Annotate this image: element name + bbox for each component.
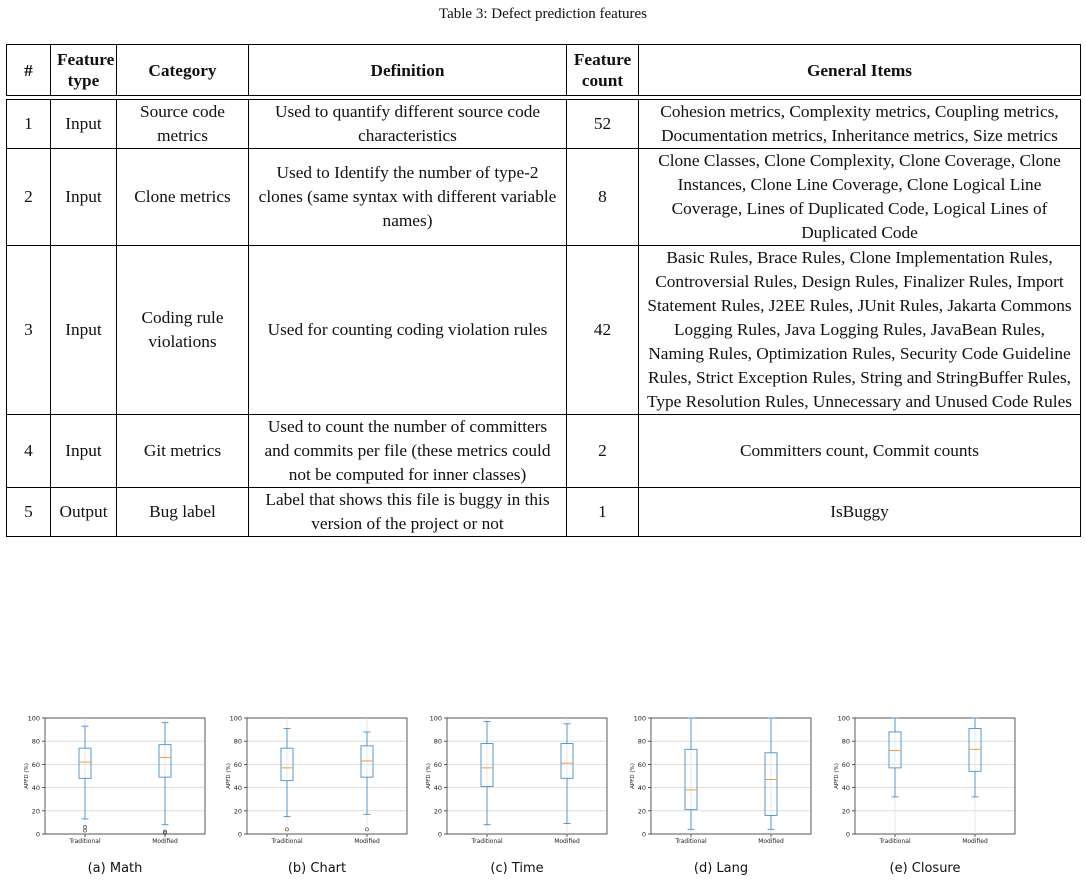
plot-frame	[651, 718, 811, 834]
y-tick-label: 20	[841, 807, 850, 816]
plot-frame	[447, 718, 607, 834]
cell-definition: Used for counting coding violation rules	[249, 246, 567, 415]
cell-items: Committers count, Commit counts	[639, 415, 1081, 488]
x-tick-label: Modified	[758, 838, 784, 845]
cell-definition: Used to Identify the number of type-2 clones (same syntax with different variable names)	[249, 149, 567, 246]
x-tick-label: Traditional	[675, 838, 707, 845]
x-tick-label: Modified	[152, 838, 178, 845]
cell-count: 52	[567, 100, 639, 149]
plot-frame	[855, 718, 1015, 834]
y-tick-label: 40	[433, 784, 442, 793]
y-tick-label: 60	[841, 760, 850, 769]
y-tick-label: 100	[229, 714, 242, 723]
y-tick-label: 60	[233, 760, 242, 769]
cell-type: Output	[51, 488, 117, 537]
y-tick-label: 100	[633, 714, 646, 723]
boxplot-canvas	[0, 712, 1086, 882]
cell-items: Clone Classes, Clone Complexity, Clone Coverage, Clone Instances, Clone Line Coverage, Clone Logical Line Coverage, Lines of Duplicated Code, Logical Lines of Duplicated Code	[639, 149, 1081, 246]
y-axis-label: APFD (%)	[630, 763, 636, 789]
cell-definition: Used to quantify different source code characteristics	[249, 100, 567, 149]
y-tick-label: 100	[27, 714, 40, 723]
cell-num: 2	[7, 149, 51, 246]
y-tick-label: 20	[31, 807, 40, 816]
boxplot-2	[426, 715, 607, 877]
cell-type: Input	[51, 415, 117, 488]
table-row	[7, 246, 1081, 415]
x-tick-label: Modified	[962, 838, 988, 845]
plot-frame	[247, 718, 407, 834]
y-tick-label: 0	[237, 830, 242, 839]
header-category: Category	[117, 45, 249, 96]
cell-count: 42	[567, 246, 639, 415]
y-tick-label: 60	[637, 760, 646, 769]
y-axis-label: APFD (%)	[24, 763, 30, 789]
table-caption: Table 3: Defect prediction features	[438, 6, 647, 22]
y-tick-label: 60	[433, 760, 442, 769]
cell-type: Input	[51, 149, 117, 246]
cell-type: Input	[51, 100, 117, 149]
table-row	[7, 488, 1081, 537]
x-tick-label: Modified	[354, 838, 380, 845]
y-tick-label: 40	[637, 784, 646, 793]
figure-caption: (d) Lang	[693, 861, 749, 876]
y-tick-label: 80	[637, 737, 646, 746]
cell-category: Git metrics	[117, 415, 249, 488]
y-tick-label: 20	[637, 807, 646, 816]
y-tick-label: 0	[437, 830, 442, 839]
x-tick-label: Traditional	[879, 838, 911, 845]
cell-items: Basic Rules, Brace Rules, Clone Implementation Rules, Controversial Rules, Design Rules, Finalizer Rules, Import Statement Rules, J2EE Rules, JUnit Rules, Jakarta Commons Logging Rules, Java Logging Rules, JavaBean Rules, Naming Rules, Optimization Rules, Security Code Guideline Rules, Strict Exception Rules, String and StringBuffer Rules, Type Resolution Rules, Unnecessary and Unused Code Rules	[639, 246, 1081, 415]
boxplot-0	[24, 715, 205, 877]
cell-category: Bug label	[117, 488, 249, 537]
header-row	[7, 45, 1081, 96]
table-row	[7, 415, 1081, 488]
cell-count: 8	[567, 149, 639, 246]
y-tick-label: 0	[641, 830, 646, 839]
boxplot-4	[834, 715, 1015, 877]
y-tick-label: 80	[841, 737, 850, 746]
cell-category: Clone metrics	[117, 149, 249, 246]
x-tick-label: Modified	[554, 838, 580, 845]
cell-type: Input	[51, 246, 117, 415]
y-tick-label: 40	[841, 784, 850, 793]
cell-items: Cohesion metrics, Complexity metrics, Coupling metrics, Documentation metrics, Inheritance metrics, Size metrics	[639, 100, 1081, 149]
features-table	[6, 44, 1081, 537]
y-axis-label: APFD (%)	[834, 763, 840, 789]
boxplot-1	[226, 715, 407, 877]
header-feature-count: Feature count	[567, 45, 639, 96]
x-tick-label: Traditional	[471, 838, 503, 845]
cell-num: 1	[7, 100, 51, 149]
header-feature-type: Feature type	[51, 45, 117, 96]
y-tick-label: 20	[433, 807, 442, 816]
boxplot-3	[630, 715, 811, 877]
cell-items: IsBuggy	[639, 488, 1081, 537]
cell-category: Coding rule violations	[117, 246, 249, 415]
y-tick-label: 40	[233, 784, 242, 793]
header-num: #	[7, 45, 51, 96]
y-tick-label: 20	[233, 807, 242, 816]
figure-caption: (e) Closure	[889, 861, 961, 876]
y-tick-label: 60	[31, 760, 40, 769]
boxplot-figures	[0, 712, 1086, 882]
cell-num: 5	[7, 488, 51, 537]
x-tick-label: Traditional	[69, 838, 101, 845]
header-general-items: General Items	[639, 45, 1081, 96]
figure-caption: (c) Time	[490, 861, 544, 876]
y-axis-label: APFD (%)	[426, 763, 432, 789]
table-row	[7, 100, 1081, 149]
cell-count: 2	[567, 415, 639, 488]
y-tick-label: 40	[31, 784, 40, 793]
y-tick-label: 80	[233, 737, 242, 746]
header-definition: Definition	[249, 45, 567, 96]
y-axis-label: APFD (%)	[226, 763, 232, 789]
y-tick-label: 100	[837, 714, 850, 723]
y-tick-label: 0	[35, 830, 40, 839]
figure-caption: (a) Math	[87, 861, 143, 876]
plot-frame	[45, 718, 205, 834]
x-tick-label: Traditional	[271, 838, 303, 845]
y-tick-label: 80	[433, 737, 442, 746]
table-row	[7, 149, 1081, 246]
y-tick-label: 80	[31, 737, 40, 746]
y-tick-label: 0	[845, 830, 850, 839]
figure-caption: (b) Chart	[287, 861, 347, 876]
cell-definition: Used to count the number of committers and commits per file (these metrics could not be computed for inner classes)	[249, 415, 567, 488]
cell-category: Source code metrics	[117, 100, 249, 149]
y-tick-label: 100	[429, 714, 442, 723]
cell-num: 4	[7, 415, 51, 488]
cell-definition: Label that shows this file is buggy in this version of the project or not	[249, 488, 567, 537]
cell-count: 1	[567, 488, 639, 537]
cell-num: 3	[7, 246, 51, 415]
